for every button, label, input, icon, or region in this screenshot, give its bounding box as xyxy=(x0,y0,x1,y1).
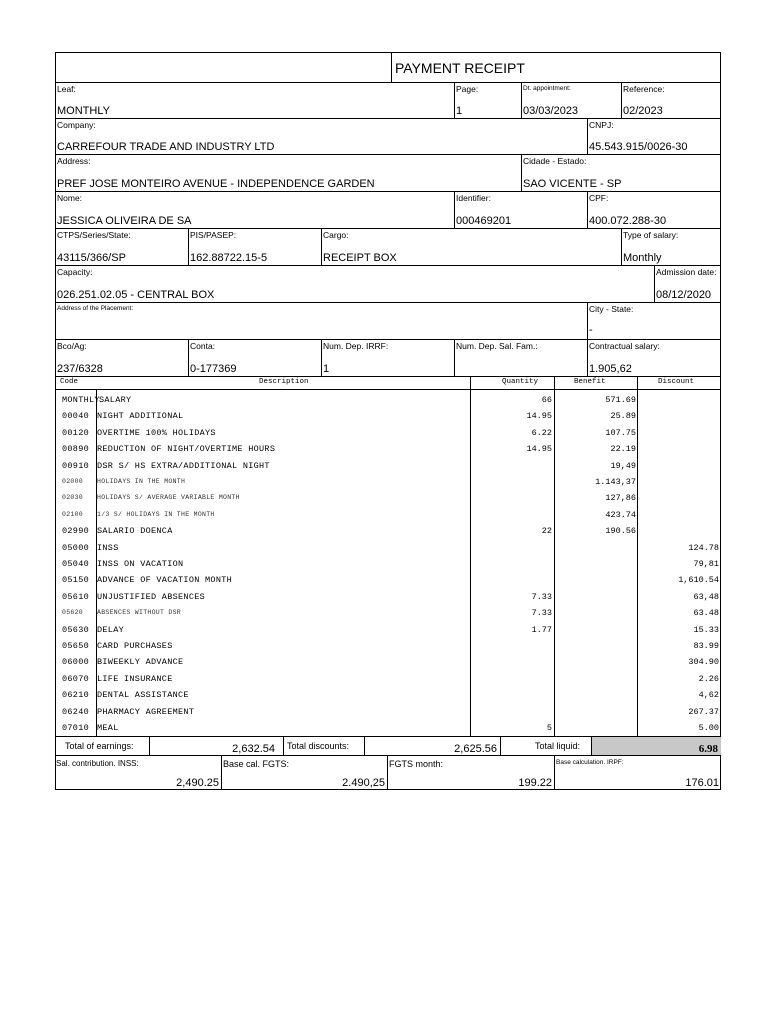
reference-label: Reference: xyxy=(623,84,665,94)
row-discount: 267.37 xyxy=(688,706,719,717)
earnings-table xyxy=(55,376,721,736)
row-code: 05040 xyxy=(62,559,90,569)
fgts-base-value: 2.490,25 xyxy=(342,777,385,789)
row-description: INSS xyxy=(97,542,119,553)
row-description: HOLIDAYS IN THE MONTH xyxy=(97,478,186,485)
row-discount: 1,610.54 xyxy=(678,575,719,586)
row-benefit: 25.89 xyxy=(610,411,636,422)
row-benefit: 107.75 xyxy=(605,427,636,438)
identifier-value: 000469201 xyxy=(456,215,512,227)
row-quantity: 5 xyxy=(546,723,552,733)
table-row xyxy=(55,507,721,523)
row-discount: 15.33 xyxy=(693,624,719,635)
placement-cell xyxy=(55,302,587,339)
row-code: 05620 xyxy=(62,609,84,617)
type-salary-label: Type of salary: xyxy=(623,230,679,240)
row-description: DELAY xyxy=(97,624,125,635)
row-description: HOLIDAYS S/ AVERAGE VARIABLE MONTH xyxy=(97,494,240,502)
cpf-cell xyxy=(587,191,721,228)
row-code: 05650 xyxy=(62,641,90,651)
table-row xyxy=(55,654,721,670)
table-row xyxy=(55,572,721,588)
nome-value: JESSICA OLIVEIRA DE SA xyxy=(57,215,192,227)
conta-value: 0-177369 xyxy=(190,363,237,375)
cell-divider xyxy=(149,737,150,755)
cell-divider xyxy=(500,737,501,755)
inss-label: Sal. contribution. INSS: xyxy=(56,759,139,768)
admission-value: 08/12/2020 xyxy=(656,289,712,301)
dep-irrf-cell xyxy=(321,339,454,376)
fgts-month-value: 199.22 xyxy=(518,777,552,789)
row-code: 00890 xyxy=(62,444,90,455)
row-quantity: 22 xyxy=(541,526,552,537)
ctps-value: 43115/366/SP xyxy=(57,252,126,264)
contract-salary-cell xyxy=(587,339,721,376)
row-description: NIGHT ADDITIONAL xyxy=(97,411,184,422)
admission-label: Admission date: xyxy=(656,267,717,277)
row-code: 02030 xyxy=(62,494,84,502)
dt-appointment-cell xyxy=(521,82,621,118)
row-quantity: 14.95 xyxy=(526,411,552,422)
row-code: 05150 xyxy=(62,575,90,586)
bco-value: 237/6328 xyxy=(57,363,103,375)
benefit-header: Benefit xyxy=(574,378,606,386)
row-discount: 63,48 xyxy=(693,591,719,602)
row-discount: 83.99 xyxy=(693,641,719,651)
row-description: BIWEEKLY ADVANCE xyxy=(97,657,184,668)
city-state-label: City - State: xyxy=(589,304,634,314)
row-code: 06240 xyxy=(62,706,90,717)
row-code: 05000 xyxy=(62,542,90,553)
page-cell xyxy=(454,82,521,118)
identifier-label: Identifier: xyxy=(456,193,491,203)
leaf-value: MONTHLY xyxy=(57,105,110,117)
city-state-cell xyxy=(587,302,721,339)
cell-divider xyxy=(364,737,365,755)
dt-appointment-label: Dt. appointment: xyxy=(523,85,571,92)
ctps-label: CTPS/Series/State: xyxy=(57,230,131,240)
table-row xyxy=(55,556,721,572)
cpf-value: 400.072.288-30 xyxy=(589,215,667,227)
row-description: ABSENCES WITHOUT DSR xyxy=(97,609,182,617)
nome-cell xyxy=(55,191,454,228)
row-code: 05630 xyxy=(62,624,90,635)
bco-cell xyxy=(55,339,188,376)
quantity-header: Quantity xyxy=(502,378,539,386)
row-benefit: 423.74 xyxy=(605,509,636,520)
row-quantity: 6.22 xyxy=(531,427,552,438)
row-benefit: 22.19 xyxy=(610,444,636,455)
row-description: REDUCTION OF NIGHT/OVERTIME HOURS xyxy=(97,444,276,455)
row-code: 00910 xyxy=(62,460,90,471)
cnpj-cell xyxy=(587,118,721,154)
dep-sal-label: Num. Dep. Sal. Fam.: xyxy=(456,341,538,351)
address-cell xyxy=(55,154,521,191)
discount-header: Discount xyxy=(658,378,695,386)
conta-cell xyxy=(188,339,321,376)
row-description: MEAL xyxy=(97,723,119,733)
dt-appointment-value: 03/03/2023 xyxy=(523,105,579,117)
table-row xyxy=(55,589,721,605)
dep-irrf-value: 1 xyxy=(323,363,330,375)
cell-divider xyxy=(283,737,284,755)
conta-label: Conta: xyxy=(190,341,216,351)
row-description: SALARY xyxy=(99,395,132,405)
row-description: LIFE INSURANCE xyxy=(97,673,173,684)
table-row xyxy=(55,671,721,687)
fgts-month-label: FGTS month: xyxy=(389,759,444,769)
total-earnings-value: 2,632.54 xyxy=(232,743,275,755)
row-description: INSS ON VACATION xyxy=(97,559,184,569)
company-value: CARREFOUR TRADE AND INDUSTRY LTD xyxy=(57,141,275,153)
cpf-label: CPF: xyxy=(589,193,609,203)
row-benefit: 19,49 xyxy=(610,460,636,471)
row-quantity: 14.95 xyxy=(526,444,552,455)
table-row xyxy=(55,638,721,654)
cidade-cell xyxy=(521,154,721,191)
row-benefit: 190.56 xyxy=(605,526,636,537)
irpf-label: Base calculation. IRPF: xyxy=(556,759,624,766)
total-discounts-label: Total discounts: xyxy=(287,741,350,751)
title-cell xyxy=(391,52,721,82)
table-row xyxy=(55,458,721,474)
row-description: 1/3 S/ HOLIDAYS IN THE MONTH xyxy=(97,510,215,518)
table-row xyxy=(55,622,721,638)
pis-label: PIS/PASEP: xyxy=(190,230,237,240)
table-row xyxy=(55,720,721,736)
row-code: 06070 xyxy=(62,673,90,684)
row-code: 02990 xyxy=(62,526,90,537)
bco-label: Bco/Ag: xyxy=(57,341,87,351)
cargo-value: RECEIPT BOX xyxy=(323,252,397,264)
total-discounts-value: 2,625.56 xyxy=(454,743,497,755)
table-row xyxy=(55,408,721,424)
cidade-value: SAO VICENTE - SP xyxy=(523,178,622,190)
total-liquid-value: 6.98 xyxy=(698,743,718,755)
reference-cell xyxy=(621,82,721,118)
dep-irrf-label: Num. Dep. IRRF: xyxy=(323,341,389,351)
contract-salary-label: Contractual salary: xyxy=(589,341,660,351)
table-row xyxy=(55,425,721,441)
table-row xyxy=(55,523,721,539)
row-quantity: 1.77 xyxy=(531,624,552,635)
row-code: 06210 xyxy=(62,690,90,701)
row-quantity: 7.33 xyxy=(531,608,552,619)
type-salary-cell xyxy=(621,228,721,265)
row-quantity: 66 xyxy=(541,395,552,405)
page-label: Page: xyxy=(456,84,479,94)
row-code: MONTHLY xyxy=(62,395,100,405)
city-state-value: - xyxy=(589,324,593,336)
description-header: Description xyxy=(259,378,309,386)
payment-receipt xyxy=(55,52,721,790)
cell-divider xyxy=(387,756,388,790)
row-description: UNJUSTIFIED ABSENCES xyxy=(97,591,206,602)
row-code: 00120 xyxy=(62,427,90,438)
row-code: 07010 xyxy=(62,723,90,733)
cidade-label: Cidade - Estado: xyxy=(523,156,587,166)
table-row xyxy=(55,687,721,703)
placement-label: Address of the Placement: xyxy=(57,305,134,312)
nome-label: Nome: xyxy=(57,193,83,203)
page-title: PAYMENT RECEIPT xyxy=(395,60,525,76)
table-row xyxy=(55,490,721,506)
cnpj-label: CNPJ: xyxy=(589,120,614,130)
row-description: OVERTIME 100% HOLIDAYS xyxy=(97,427,216,438)
row-discount: 63.48 xyxy=(693,608,719,619)
address-value: PREF JOSE MONTEIRO AVENUE - INDEPENDENCE GARDEN xyxy=(57,178,375,190)
row-description: PHARMACY AGREEMENT xyxy=(97,706,195,717)
fgts-base-label: Base cal. FGTS: xyxy=(223,759,290,769)
row-discount: 4,62 xyxy=(698,690,719,701)
pis-cell xyxy=(188,228,321,265)
row-discount: 79,81 xyxy=(693,559,719,569)
page-value: 1 xyxy=(456,105,463,117)
contract-salary-value: 1.905,62 xyxy=(589,363,632,375)
totals-row xyxy=(55,736,721,756)
leaf-label: Leaf: xyxy=(57,84,76,94)
footer-row xyxy=(55,756,721,790)
row-discount: 304.90 xyxy=(688,657,719,668)
reference-value: 02/2023 xyxy=(623,105,663,117)
row-code: 00040 xyxy=(62,411,90,422)
row-discount: 124.78 xyxy=(688,542,719,553)
leaf-cell xyxy=(55,82,454,118)
table-row xyxy=(55,605,721,621)
row-benefit: 127,86 xyxy=(605,493,636,504)
table-header xyxy=(55,376,721,390)
cargo-label: Cargo: xyxy=(323,230,349,240)
capacity-cell xyxy=(55,265,654,302)
ctps-cell xyxy=(55,228,188,265)
row-description: DSR S/ HS EXTRA/ADDITIONAL NIGHT xyxy=(97,460,270,471)
row-code: 05610 xyxy=(62,591,90,602)
row-code: 02100 xyxy=(62,510,84,518)
row-benefit: 571.69 xyxy=(605,395,636,405)
pis-value: 162.88722.15-5 xyxy=(190,252,268,264)
company-cell xyxy=(55,118,587,154)
irpf-value: 176.01 xyxy=(685,777,719,789)
type-salary-value: Monthly xyxy=(623,252,662,264)
address-label: Address: xyxy=(57,156,91,166)
cell-divider xyxy=(221,756,222,790)
row-description: DENTAL ASSISTANCE xyxy=(97,690,189,701)
table-row xyxy=(55,392,721,408)
total-liquid-label: Total liquid: xyxy=(535,741,581,751)
row-discount: 2.26 xyxy=(698,673,719,684)
cell-divider xyxy=(554,756,555,790)
admission-cell xyxy=(654,265,721,302)
table-row xyxy=(55,704,721,720)
row-description: CARD PURCHASES xyxy=(97,641,173,651)
row-discount: 5.00 xyxy=(698,723,719,733)
capacity-label: Capacity: xyxy=(57,267,93,277)
inss-value: 2,490.25 xyxy=(176,777,219,789)
table-row xyxy=(55,540,721,556)
row-description: SALARIO DOENCA xyxy=(97,526,173,537)
cnpj-value: 45.543.915/0026-30 xyxy=(589,141,688,153)
cargo-cell xyxy=(321,228,621,265)
table-row xyxy=(55,474,721,490)
dep-sal-cell xyxy=(454,339,587,376)
table-row xyxy=(55,441,721,457)
code-header: Code xyxy=(60,378,79,386)
row-benefit: 1.143,37 xyxy=(595,477,636,487)
identifier-cell xyxy=(454,191,587,228)
row-description: ADVANCE OF VACATION MONTH xyxy=(97,575,233,586)
row-code: 02000 xyxy=(62,478,84,485)
total-earnings-label: Total of earnings: xyxy=(65,741,134,751)
row-quantity: 7.33 xyxy=(531,591,552,602)
company-label: Company: xyxy=(57,120,96,130)
capacity-value: 026.251.02.05 - CENTRAL BOX xyxy=(57,289,215,301)
row-code: 06000 xyxy=(62,657,90,668)
